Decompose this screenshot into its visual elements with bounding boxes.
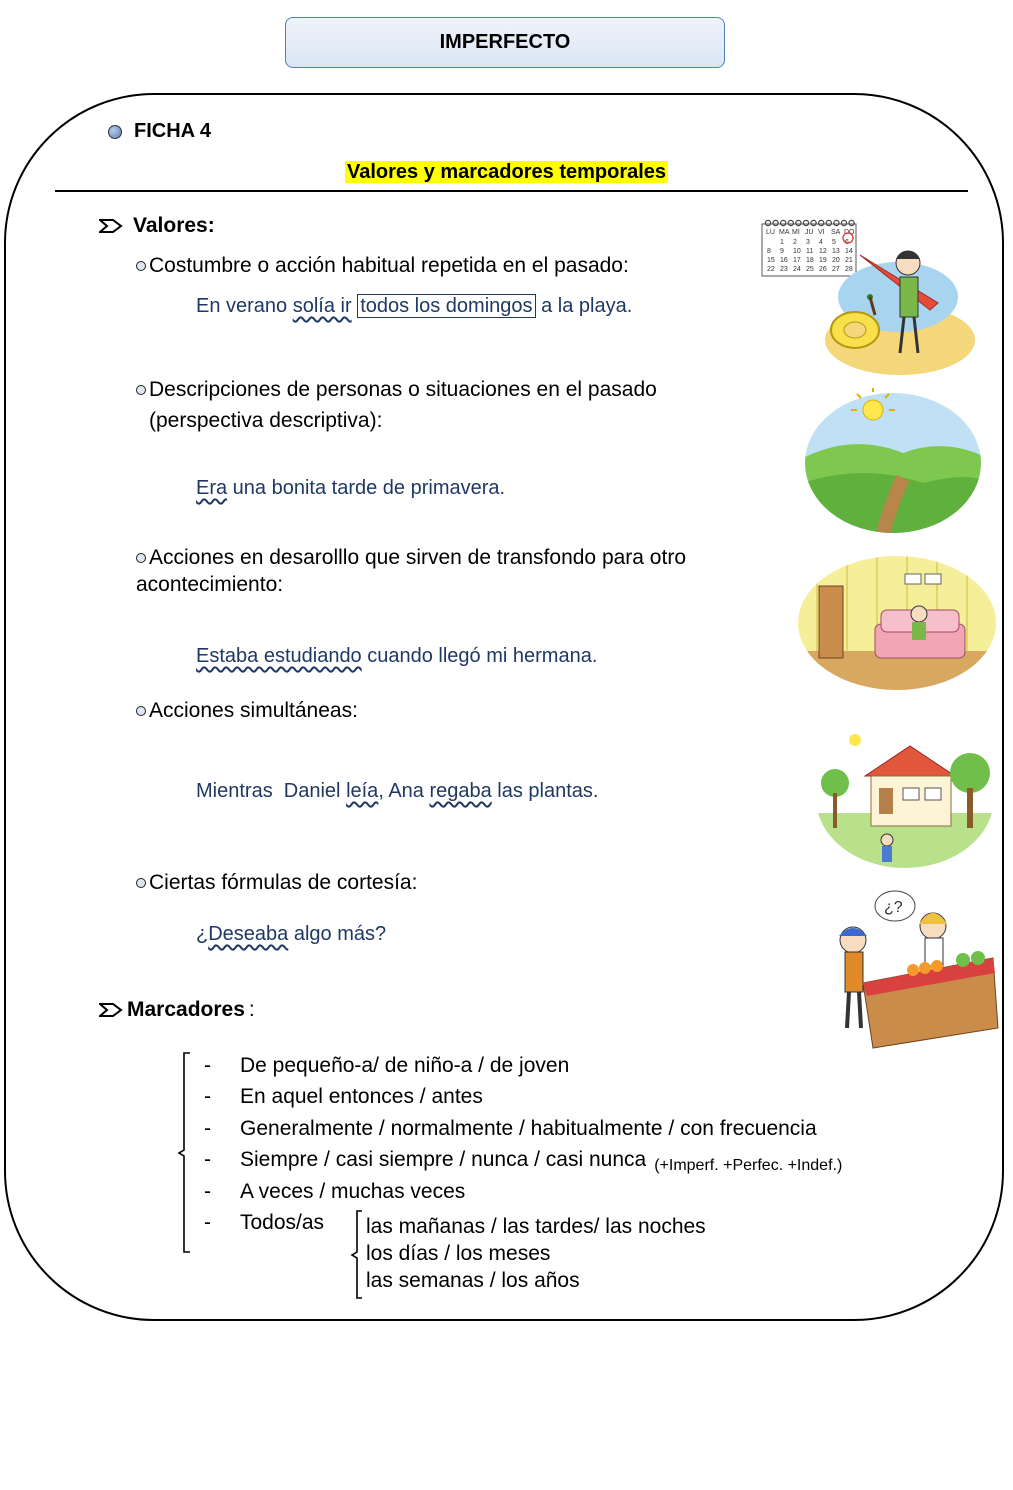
todos-sub-item: los días / los meses <box>366 1242 551 1265</box>
marcador-text: A veces / muchas veces <box>240 1179 466 1203</box>
beach-girl-illustration <box>820 235 975 375</box>
dash: - <box>204 1116 211 1140</box>
list-item <box>204 1054 842 1085</box>
calendar-day-number: 13 <box>832 248 840 255</box>
small-circle-bullet-icon <box>136 706 146 716</box>
valores-title: Valores: <box>133 214 215 237</box>
calendar-day-number: 6 <box>845 239 849 246</box>
fruit-stall-illustration <box>833 888 1003 1053</box>
calendar-day-label: VI <box>818 229 825 236</box>
example-text: a la playa. <box>535 295 633 317</box>
example-text: algo más? <box>288 923 387 945</box>
valor-item-2-text2: (perspectiva descriptiva): <box>149 409 383 432</box>
marcador-text: Todos/as <box>240 1210 325 1234</box>
example-text: una bonita tarde de primavera. <box>227 477 506 499</box>
example-text: Mientras Daniel <box>196 780 347 802</box>
valor-example-3 <box>196 645 597 668</box>
calendar-day-number: 5 <box>832 239 836 246</box>
calendar-day-number: 3 <box>806 239 810 246</box>
valor-item-1-text: Costumbre o acción habitual repetida en el pasado: <box>149 254 629 277</box>
list-item <box>204 1117 842 1148</box>
example-text: , Ana <box>378 780 430 802</box>
calendar-day-number: 18 <box>806 257 814 264</box>
dash: - <box>204 1179 211 1203</box>
left-brace <box>176 1052 192 1254</box>
example-text: ¿ <box>196 923 209 945</box>
valor-example-4 <box>196 780 598 803</box>
calendar-day-number: 10 <box>793 248 801 255</box>
valor-item-2-text: Descripciones de personas o situaciones en el pasado <box>149 378 657 401</box>
valor-example-1 <box>196 295 632 318</box>
valor-item-2 <box>136 378 657 402</box>
valores-heading <box>99 214 215 238</box>
valor-item-4-text: Acciones simultáneas: <box>149 699 358 722</box>
marcadores-title: Marcadores <box>127 998 245 1021</box>
example-verb: regaba <box>429 780 492 802</box>
todos-sub-item: las mañanas / las tardes/ las noches <box>366 1215 706 1238</box>
subtitle: Valores y marcadores temporales <box>346 161 667 183</box>
ficha-label: FICHA 4 <box>134 120 212 142</box>
list-item <box>204 1085 842 1116</box>
ficha-heading <box>108 120 211 143</box>
calendar-day-label: DO <box>844 229 855 236</box>
valor-item-5 <box>136 871 417 895</box>
calendar-day-number: 28 <box>845 266 853 273</box>
living-room-illustration <box>797 556 997 691</box>
calendar-day-label: LU <box>766 229 775 236</box>
calendar-day-number: 2 <box>793 239 797 246</box>
question-bubble-text: ¿? <box>884 899 903 916</box>
calendar-day-label: SA <box>831 229 841 236</box>
page-title: IMPERFECTO <box>439 31 571 53</box>
calendar-day-number: 22 <box>767 266 775 273</box>
house-garden-illustration <box>815 728 995 868</box>
landscape-illustration <box>803 388 983 533</box>
marcador-text: De pequeño-a/ de niño-a / de joven <box>240 1054 570 1077</box>
calendar-day-number: 17 <box>793 257 801 264</box>
dash: - <box>204 1054 211 1077</box>
calendar-day-number: 8 <box>767 248 771 255</box>
example-verb: leía <box>346 780 379 802</box>
dash: - <box>204 1085 211 1109</box>
example-marker-boxed: todos los domingos <box>357 294 535 318</box>
dash: - <box>204 1210 211 1234</box>
marcadores-heading <box>99 998 255 1022</box>
list-item <box>204 1180 842 1211</box>
valor-item-3 <box>136 546 686 570</box>
calendar-day-number: 9 <box>780 248 784 255</box>
valor-item-4 <box>136 699 358 723</box>
example-verb: Estaba estudiando <box>196 645 362 667</box>
calendar-day-number: 25 <box>806 266 814 273</box>
calendar-day-label: MA <box>779 229 790 236</box>
circle-bullet-icon <box>108 125 122 139</box>
valor-item-1 <box>136 254 629 278</box>
calendar-day-number: 15 <box>767 257 775 264</box>
calendar-day-label: MI <box>792 229 800 236</box>
example-verb: Deseaba <box>208 923 289 945</box>
sub-brace <box>350 1210 364 1300</box>
small-circle-bullet-icon <box>136 385 146 395</box>
todos-sub-list <box>366 1213 706 1294</box>
calendar-day-number: 19 <box>819 257 827 264</box>
example-text: las plantas. <box>491 780 599 802</box>
calendar-day-number: 23 <box>780 266 788 273</box>
dash: - <box>204 1148 211 1172</box>
calendar-day-number: 20 <box>832 257 840 264</box>
page-header <box>285 17 725 68</box>
valor-example-5 <box>196 923 386 946</box>
example-text: En verano <box>196 295 293 317</box>
example-verb: solía ir <box>292 295 352 317</box>
todos-sub-item: las semanas / los años <box>366 1269 580 1292</box>
marcador-text: Generalmente / normalmente / habitualmente / con frecuencia <box>240 1116 817 1140</box>
subtitle-row <box>0 161 1013 184</box>
arrow-bullet-icon <box>99 218 123 234</box>
valor-item-5-text: Ciertas fórmulas de cortesía: <box>149 871 418 894</box>
calendar-day-number: 16 <box>780 257 788 264</box>
valor-example-2 <box>196 477 505 500</box>
calendar-day-label: JU <box>805 229 814 236</box>
small-circle-bullet-icon <box>136 878 146 888</box>
small-circle-bullet-icon <box>136 553 146 563</box>
divider <box>55 190 968 192</box>
calendar-day-number: 4 <box>819 239 823 246</box>
marcador-text: En aquel entonces / antes <box>240 1085 483 1109</box>
example-text: cuando llegó mi hermana. <box>361 645 598 667</box>
valor-item-3-text: Acciones en desarolllo que sirven de transfondo para otro <box>149 546 686 569</box>
calendar-day-number: 11 <box>806 248 814 255</box>
calendar-day-number: 12 <box>819 248 827 255</box>
calendar-day-number: 21 <box>845 257 853 264</box>
example-verb: Era <box>196 477 228 499</box>
calendar-day-number: 27 <box>832 266 840 273</box>
small-circle-bullet-icon <box>136 261 146 271</box>
calendar-day-number: 26 <box>819 266 827 273</box>
calendar-day-number: 1 <box>780 239 784 246</box>
marcador-text: Siempre / casi siempre / nunca / casi nunca <box>240 1148 647 1172</box>
calendar-day-number: 14 <box>845 248 853 255</box>
marcadores-colon: : <box>248 998 255 1021</box>
marcador-note: (+Imperf. +Perfec. +Indef.) <box>654 1156 843 1174</box>
calendar-day-number: 24 <box>793 266 801 273</box>
arrow-bullet-icon <box>99 1002 123 1018</box>
list-item <box>204 1148 842 1179</box>
valor-item-3-text2: acontecimiento: <box>136 573 284 596</box>
